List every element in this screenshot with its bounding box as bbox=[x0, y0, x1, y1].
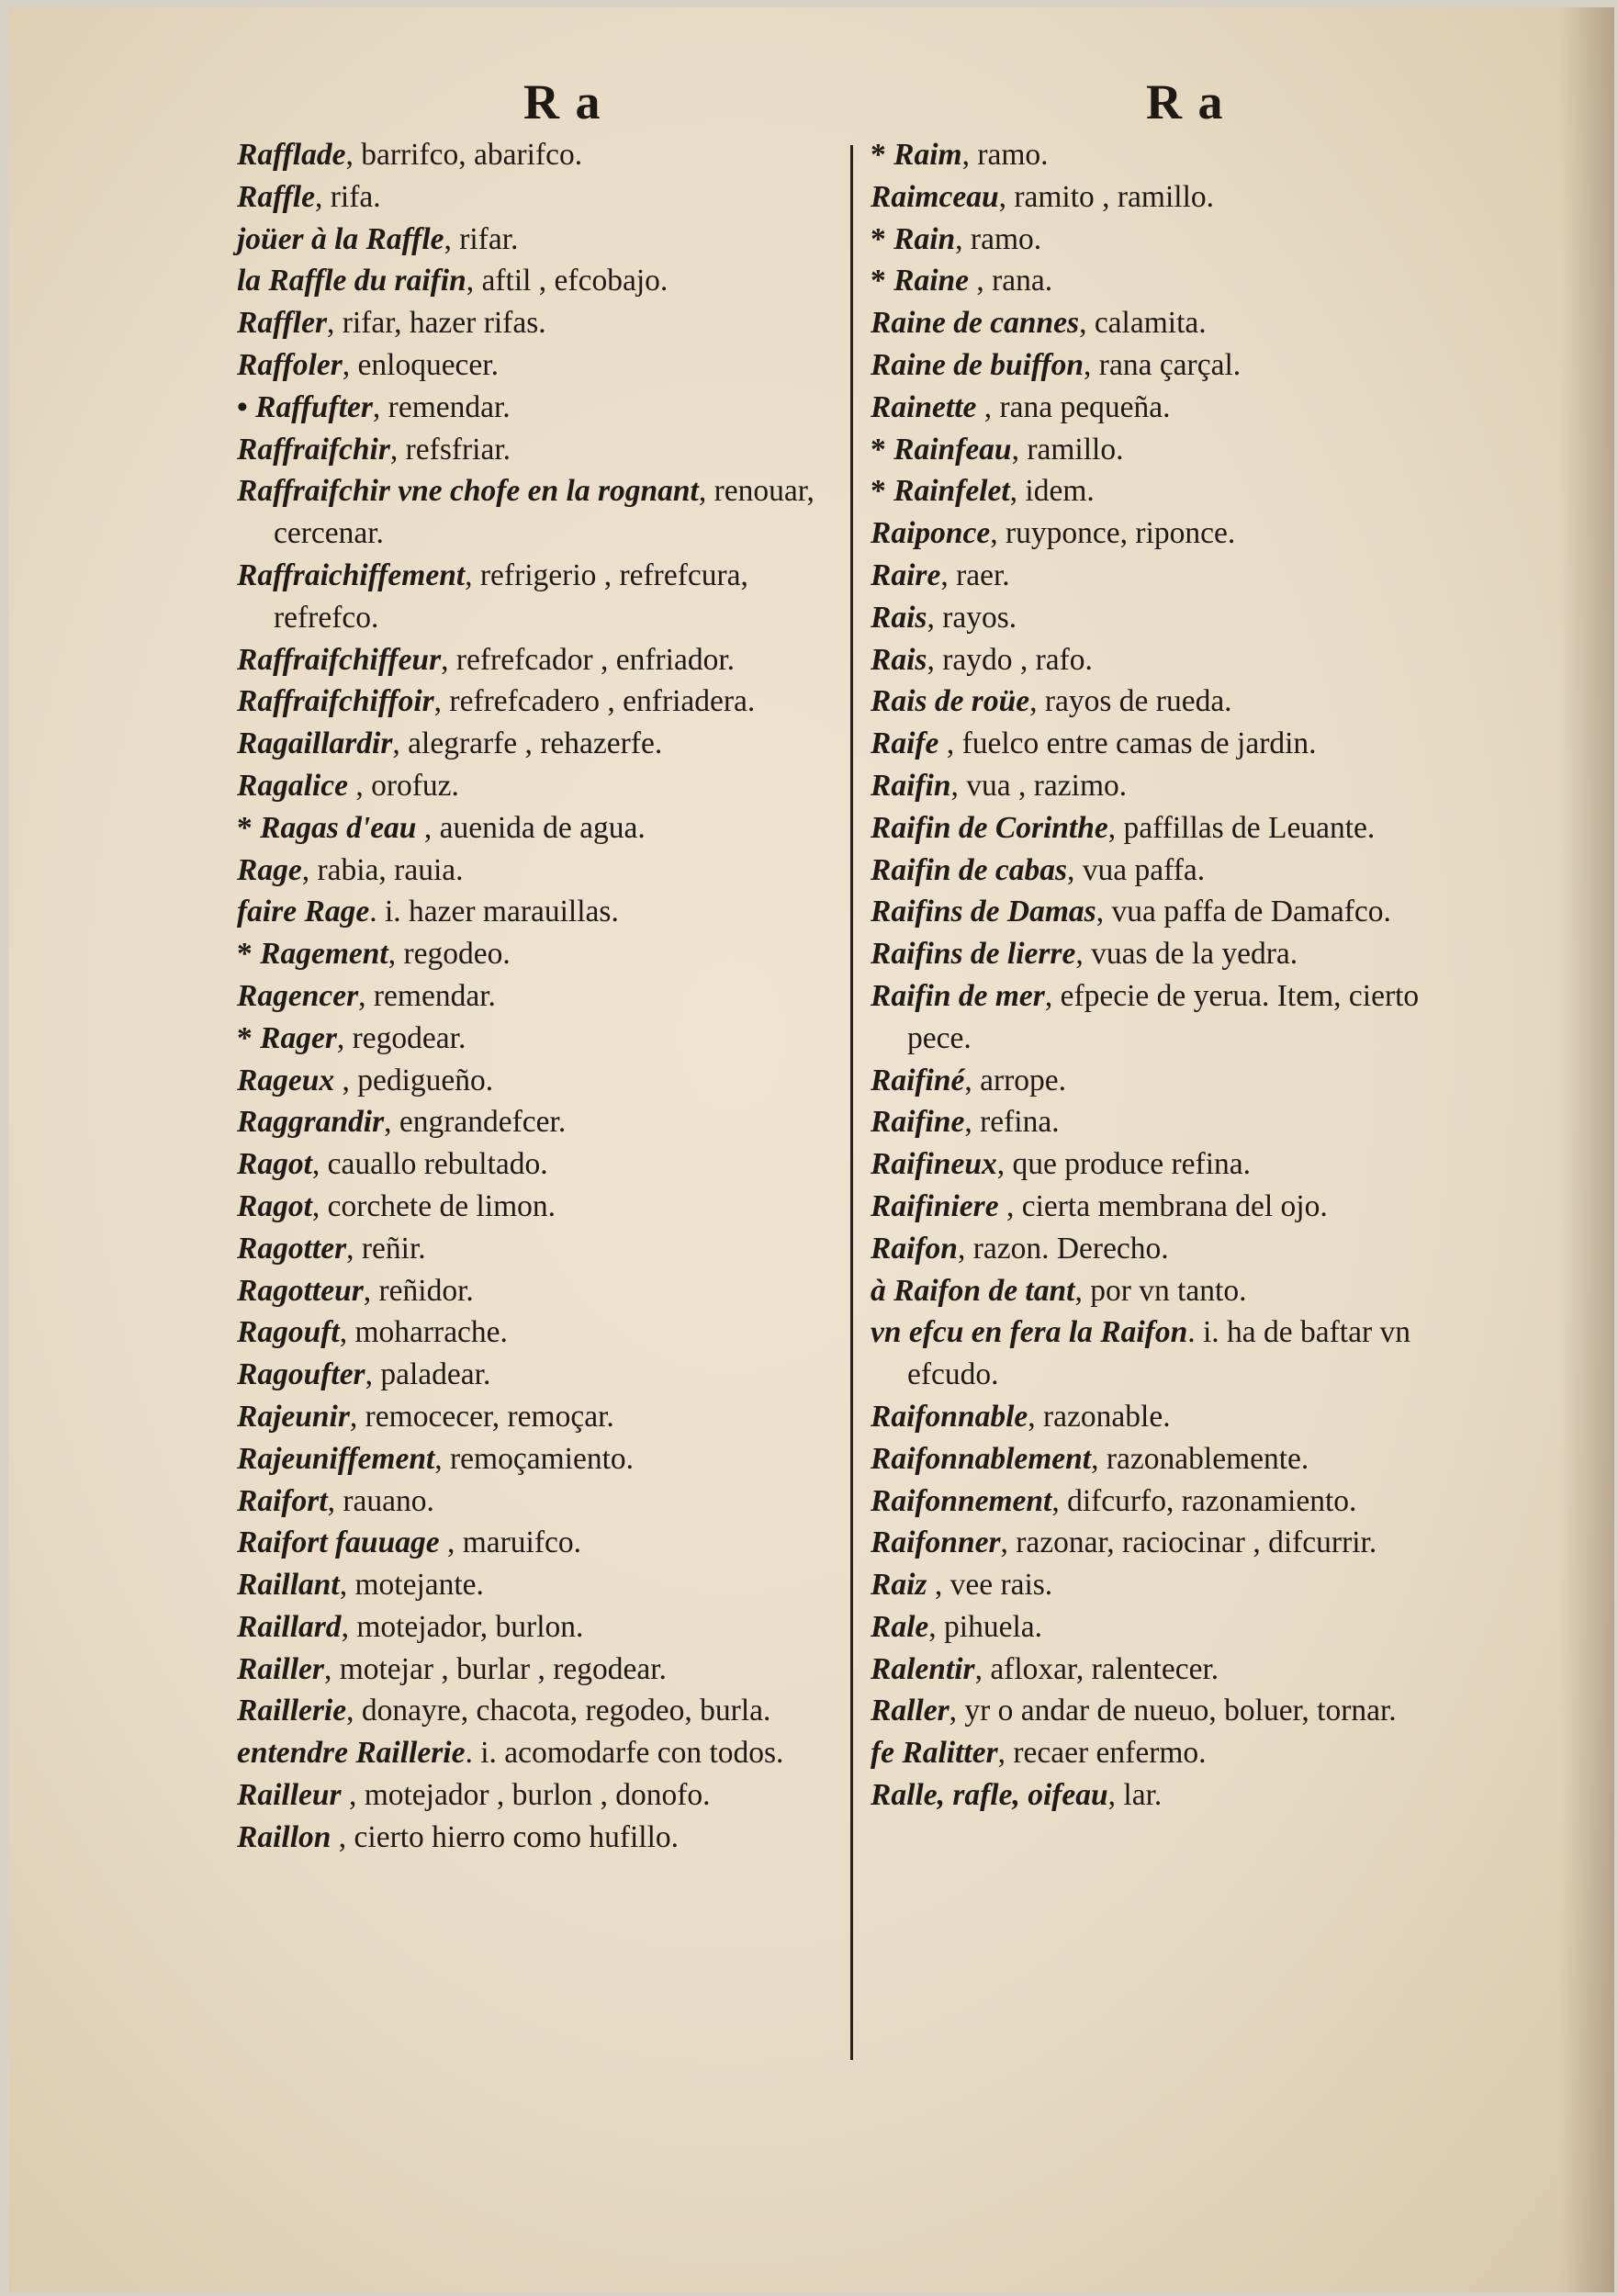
book-page bbox=[9, 7, 1614, 2292]
dictionary-entry bbox=[871, 429, 1490, 471]
entry-headword: Raffufter bbox=[255, 389, 373, 424]
entry-headword: fe Ralitter bbox=[871, 1736, 998, 1771]
entry-headword: Rain bbox=[893, 221, 956, 256]
entry-definition: , maruifco. bbox=[439, 1525, 581, 1560]
entry-definition: , raer. bbox=[940, 557, 1010, 592]
dictionary-entry bbox=[237, 176, 860, 219]
entry-headword: Railler bbox=[237, 1651, 324, 1686]
entry-headword: Raine de buiffon bbox=[871, 347, 1084, 382]
entry-definition: , razonable. bbox=[1028, 1399, 1171, 1434]
entry-headword: Raifineux bbox=[871, 1147, 997, 1182]
entry-definition: , vua paffa de Damafco. bbox=[1096, 895, 1391, 929]
dictionary-entry bbox=[237, 1564, 860, 1606]
entry-definition: , refrefcadero , enfriadera. bbox=[433, 684, 756, 719]
dictionary-entry bbox=[237, 302, 860, 344]
entry-definition: , calamita. bbox=[1079, 306, 1207, 341]
entry-headword: Raillerie bbox=[237, 1694, 347, 1728]
entry-definition: , vua paffa. bbox=[1067, 852, 1206, 887]
entry-definition: , barrifco, abarifco. bbox=[345, 138, 583, 172]
dictionary-entry bbox=[871, 1774, 1490, 1817]
entry-headword: Raller bbox=[871, 1694, 949, 1728]
entry-headword: Raifonner bbox=[871, 1525, 1001, 1560]
dictionary-entry bbox=[237, 765, 860, 807]
entry-definition: , rayos. bbox=[927, 600, 1017, 635]
entry-definition: , ramo. bbox=[961, 138, 1049, 172]
entry-definition: , refsfriar. bbox=[389, 432, 511, 467]
entry-mark: * bbox=[237, 810, 253, 845]
entry-definition: , ruyponce, riponce. bbox=[990, 516, 1236, 551]
dictionary-entry bbox=[237, 681, 860, 723]
entry-headword: Rajeunir bbox=[237, 1399, 350, 1434]
entry-headword: Ragouft bbox=[237, 1315, 340, 1350]
dictionary-entry bbox=[871, 1438, 1490, 1480]
entry-headword: Raifins de Damas bbox=[871, 895, 1096, 929]
dictionary-entry bbox=[237, 387, 860, 429]
entry-headword: Raffraifchir vne chofe en la rognant bbox=[237, 474, 699, 509]
dictionary-entry bbox=[237, 1817, 860, 1859]
entry-mark: * bbox=[237, 1020, 253, 1055]
entry-headword: Raffle bbox=[237, 179, 315, 214]
entry-headword: Raiz bbox=[871, 1568, 927, 1603]
entry-headword: Rager bbox=[260, 1020, 337, 1055]
dictionary-entry bbox=[871, 850, 1490, 892]
entry-definition: . i. hazer marauillas. bbox=[369, 895, 619, 929]
entry-definition: , vuas de la yedra. bbox=[1075, 937, 1298, 972]
entry-headword: Raifonnement bbox=[871, 1483, 1052, 1518]
entry-definition: , rauano. bbox=[327, 1483, 434, 1518]
dictionary-entry bbox=[871, 512, 1490, 555]
entry-definition: , donayre, chacota, regodeo, burla. bbox=[346, 1694, 771, 1728]
dictionary-entry bbox=[871, 260, 1490, 302]
entry-headword: Raifin de mer bbox=[871, 978, 1045, 1013]
entry-mark: * bbox=[871, 474, 886, 509]
entry-headword: Raffler bbox=[237, 306, 328, 341]
entry-headword: Raire bbox=[871, 557, 941, 592]
dictionary-entry bbox=[237, 555, 860, 639]
entry-headword: Rainfelet bbox=[893, 474, 1010, 509]
dictionary-entry bbox=[237, 1522, 860, 1564]
entry-mark: * bbox=[871, 138, 886, 172]
entry-mark: * bbox=[871, 432, 886, 467]
entry-headword: Ragot bbox=[237, 1188, 312, 1223]
entry-headword: Rajeuniffement bbox=[237, 1441, 435, 1476]
dictionary-entry bbox=[871, 134, 1490, 176]
dictionary-entry bbox=[237, 807, 860, 850]
entry-headword: Rafflade bbox=[237, 138, 346, 172]
dictionary-entry bbox=[237, 933, 860, 975]
entry-definition: , regodear. bbox=[336, 1020, 466, 1055]
entry-headword: Raimceau bbox=[871, 179, 999, 214]
dictionary-entry bbox=[237, 1396, 860, 1438]
dictionary-entry bbox=[871, 344, 1490, 387]
entry-headword: Ragotteur bbox=[237, 1273, 364, 1308]
entry-headword: Ragalice bbox=[237, 768, 348, 803]
entry-headword: Raifin bbox=[871, 768, 951, 803]
entry-headword: Raiponce bbox=[871, 516, 991, 551]
dictionary-entry bbox=[237, 1186, 860, 1228]
entry-definition: , motejante. bbox=[339, 1568, 484, 1603]
dictionary-entry bbox=[237, 1354, 860, 1396]
entry-definition: , rifa. bbox=[314, 179, 381, 214]
entry-definition: , aftil , efcobajo. bbox=[466, 264, 669, 298]
dictionary-entry bbox=[237, 134, 860, 176]
entry-definition: , motejar , burlar , regodear. bbox=[323, 1651, 667, 1686]
dictionary-entry bbox=[237, 1060, 860, 1102]
dictionary-entry bbox=[871, 387, 1490, 429]
entry-definition: , yr o andar de nueuo, boluer, tornar. bbox=[949, 1694, 1397, 1728]
entry-definition: , cierto hierro como hufillo. bbox=[331, 1819, 680, 1854]
entry-headword: Ragement bbox=[260, 937, 388, 972]
dictionary-entry bbox=[871, 302, 1490, 344]
entry-definition: , rifar. bbox=[444, 221, 519, 256]
entry-headword: Raifon bbox=[871, 1231, 958, 1266]
entry-mark: * bbox=[871, 264, 886, 298]
entry-definition: , que produce refina. bbox=[996, 1147, 1251, 1182]
entry-headword: Raillant bbox=[237, 1568, 340, 1603]
entry-headword: Raifiniere bbox=[871, 1188, 999, 1223]
entry-definition: , ramo. bbox=[955, 221, 1042, 256]
dictionary-entry bbox=[237, 1143, 860, 1186]
entry-headword: Raffraifchir bbox=[237, 432, 390, 467]
entry-definition: , reñir. bbox=[346, 1231, 426, 1266]
dictionary-entry bbox=[237, 975, 860, 1018]
dictionary-entry bbox=[237, 1606, 860, 1649]
entry-definition: , fuelco entre camas de jardin. bbox=[938, 726, 1317, 761]
entry-definition: , remocecer, remoçar. bbox=[349, 1399, 614, 1434]
dictionary-entry bbox=[237, 1270, 860, 1312]
entry-definition: , renouar, cercenar. bbox=[274, 474, 815, 551]
dictionary-entry bbox=[871, 1186, 1490, 1228]
entry-definition: , pedigueño. bbox=[334, 1063, 494, 1097]
dictionary-entry bbox=[871, 555, 1490, 597]
dictionary-entry bbox=[871, 723, 1490, 765]
entry-definition: , auenida de agua. bbox=[416, 810, 646, 845]
entry-headword: Raillard bbox=[237, 1609, 342, 1644]
entry-headword: Raggrandir bbox=[237, 1105, 385, 1140]
dictionary-entry bbox=[871, 1649, 1490, 1691]
entry-definition: , remendar. bbox=[372, 389, 511, 424]
entry-headword: Raifin de Corinthe bbox=[871, 810, 1108, 845]
dictionary-entry bbox=[237, 1690, 860, 1732]
entry-headword: Raifort bbox=[237, 1483, 328, 1518]
entry-mark: * bbox=[871, 221, 886, 256]
dictionary-entry bbox=[237, 639, 860, 681]
entry-definition: , paladear. bbox=[365, 1357, 491, 1392]
entry-definition: , lar. bbox=[1107, 1778, 1163, 1813]
entry-headword: Rageux bbox=[237, 1063, 335, 1097]
dictionary-entry bbox=[237, 850, 860, 892]
entry-definition: , razonar, raciocinar , difcurrir. bbox=[1000, 1525, 1377, 1560]
entry-definition: , vua , razimo. bbox=[950, 768, 1128, 803]
entry-definition: , motejador , burlon , donofo. bbox=[341, 1778, 711, 1813]
entry-headword: Ragot bbox=[237, 1147, 312, 1182]
entry-definition: , refrigerio , refrefcura, refrefco. bbox=[274, 557, 748, 635]
dictionary-entry bbox=[237, 1774, 860, 1817]
entry-mark: • bbox=[237, 389, 248, 424]
entry-definition: , moharrache. bbox=[339, 1315, 508, 1350]
running-header-left: R a bbox=[523, 74, 602, 129]
dictionary-entry bbox=[871, 219, 1490, 261]
dictionary-entry bbox=[871, 1228, 1490, 1270]
dictionary-entry bbox=[871, 975, 1490, 1060]
dictionary-entry bbox=[237, 344, 860, 387]
entry-definition: , cauallo rebultado. bbox=[311, 1147, 548, 1182]
entry-headword: Ragaillardir bbox=[237, 726, 393, 761]
column-divider bbox=[850, 145, 853, 2060]
dictionary-entry bbox=[237, 1732, 860, 1774]
entry-headword: Raffraifchiffeur bbox=[237, 642, 442, 677]
entry-headword: Raine de cannes bbox=[871, 306, 1080, 341]
entry-definition: , corchete de limon. bbox=[311, 1188, 556, 1223]
entry-headword: Railleur bbox=[237, 1778, 342, 1813]
entry-definition: , paffillas de Leuante. bbox=[1107, 810, 1376, 845]
dictionary-entry bbox=[871, 1606, 1490, 1649]
entry-headword: vn efcu en fera la Raifon bbox=[871, 1315, 1188, 1350]
entry-definition: , ramito , ramillo. bbox=[998, 179, 1215, 214]
dictionary-entry bbox=[237, 1649, 860, 1691]
dictionary-entry bbox=[237, 1101, 860, 1143]
dictionary-entry bbox=[871, 597, 1490, 639]
entry-definition: , regodeo. bbox=[388, 937, 511, 972]
entry-headword: Ragas d'eau bbox=[260, 810, 417, 845]
entry-definition: , rayos de rueda. bbox=[1029, 684, 1232, 719]
entry-definition: . i. ha de baftar vn efcudo. bbox=[907, 1315, 1410, 1392]
entry-definition: , rabia, rauia. bbox=[301, 852, 464, 887]
entry-headword: Ragotter bbox=[237, 1231, 347, 1266]
dictionary-entry bbox=[237, 260, 860, 302]
entry-definition: , por vn tanto. bbox=[1074, 1273, 1247, 1308]
entry-headword: Raim bbox=[893, 138, 962, 172]
entry-headword: Ragoufter bbox=[237, 1357, 365, 1392]
dictionary-entry bbox=[237, 891, 860, 933]
dictionary-entry bbox=[237, 1228, 860, 1270]
entry-headword: Rainette bbox=[871, 389, 977, 424]
dictionary-entry bbox=[871, 1396, 1490, 1438]
entry-headword: Rais bbox=[871, 642, 927, 677]
dictionary-entry bbox=[871, 807, 1490, 850]
entry-definition: , vee rais. bbox=[927, 1568, 1053, 1603]
entry-definition: , pihuela. bbox=[928, 1609, 1043, 1644]
entry-headword: Raffraichiffement bbox=[237, 557, 466, 592]
dictionary-entry bbox=[237, 1018, 860, 1060]
right-column bbox=[871, 134, 1490, 1817]
entry-definition: , rana çarçal. bbox=[1084, 347, 1242, 382]
dictionary-entry bbox=[871, 1690, 1490, 1732]
entry-definition: , refina. bbox=[964, 1105, 1060, 1140]
dictionary-entry bbox=[237, 723, 860, 765]
dictionary-entry bbox=[871, 1732, 1490, 1774]
dictionary-entry bbox=[871, 1311, 1490, 1396]
entry-definition: , arrope. bbox=[964, 1063, 1067, 1097]
entry-headword: Ragencer bbox=[237, 978, 359, 1013]
entry-definition: , remoçamiento. bbox=[434, 1441, 635, 1476]
entry-headword: Raifonnable bbox=[871, 1399, 1028, 1434]
dictionary-entry bbox=[237, 219, 860, 261]
left-column bbox=[237, 134, 860, 1859]
dictionary-entry bbox=[871, 1270, 1490, 1312]
entry-definition: . i. acomodarfe con todos. bbox=[465, 1736, 784, 1771]
dictionary-entry bbox=[871, 765, 1490, 807]
entry-headword: Rais de roüe bbox=[871, 684, 1030, 719]
entry-definition: , orofuz. bbox=[347, 768, 459, 803]
dictionary-entry bbox=[237, 1438, 860, 1480]
entry-definition: , recaer enfermo. bbox=[997, 1736, 1207, 1771]
entry-mark: * bbox=[237, 937, 253, 972]
binding-shadow bbox=[1559, 7, 1614, 2292]
dictionary-entry bbox=[237, 1311, 860, 1354]
entry-headword: Raffraifchiffoir bbox=[237, 684, 434, 719]
entry-headword: Ralentir bbox=[871, 1651, 975, 1686]
entry-headword: Raifine bbox=[871, 1105, 965, 1140]
dictionary-entry bbox=[871, 470, 1490, 512]
entry-definition: , refrefcador , enfriador. bbox=[441, 642, 736, 677]
entry-definition: , enloquecer. bbox=[342, 347, 499, 382]
dictionary-entry bbox=[871, 176, 1490, 219]
entry-definition: , razon. Derecho. bbox=[957, 1231, 1169, 1266]
entry-definition: , afloxar, ralentecer. bbox=[974, 1651, 1219, 1686]
running-header-right: R a bbox=[1146, 74, 1225, 129]
entry-definition: , engrandefcer. bbox=[384, 1105, 567, 1140]
entry-definition: , difcurfo, razonamiento. bbox=[1051, 1483, 1357, 1518]
dictionary-entry bbox=[871, 639, 1490, 681]
entry-definition: , cierta membrana del ojo. bbox=[998, 1188, 1328, 1223]
entry-headword: Raffoler bbox=[237, 347, 343, 382]
dictionary-entry bbox=[871, 891, 1490, 933]
entry-headword: Raillon bbox=[237, 1819, 331, 1854]
entry-definition: , rana pequeña. bbox=[976, 389, 1171, 424]
entry-headword: faire Rage bbox=[237, 895, 370, 929]
dictionary-entry bbox=[871, 1143, 1490, 1186]
entry-definition: , remendar. bbox=[358, 978, 496, 1013]
entry-headword: Rage bbox=[237, 852, 302, 887]
dictionary-entry bbox=[871, 1480, 1490, 1523]
entry-definition: , alegrarfe , rehazerfe. bbox=[392, 726, 663, 761]
dictionary-entry bbox=[871, 1101, 1490, 1143]
dictionary-entry bbox=[871, 1564, 1490, 1606]
entry-definition: , ramillo. bbox=[1011, 432, 1124, 467]
entry-definition: , idem. bbox=[1009, 474, 1095, 509]
entry-headword: la Raffle du raifin bbox=[237, 264, 466, 298]
entry-headword: Rale bbox=[871, 1609, 929, 1644]
entry-headword: Raifins de lierre bbox=[871, 937, 1076, 972]
dictionary-entry bbox=[237, 470, 860, 555]
entry-headword: Raifiné bbox=[871, 1063, 965, 1097]
entry-definition: , rifar, hazer rifas. bbox=[327, 306, 546, 341]
dictionary-entry bbox=[237, 1480, 860, 1523]
dictionary-entry bbox=[237, 429, 860, 471]
entry-definition: , reñidor. bbox=[363, 1273, 474, 1308]
entry-definition: , razonablemente. bbox=[1091, 1441, 1309, 1476]
entry-headword: entendre Raillerie bbox=[237, 1736, 466, 1771]
entry-headword: à Raifon de tant bbox=[871, 1273, 1075, 1308]
entry-headword: Rais bbox=[871, 600, 927, 635]
entry-headword: Rainfeau bbox=[893, 432, 1012, 467]
entry-definition: , efpecie de yerua. Item, cierto pece. bbox=[907, 978, 1420, 1055]
entry-headword: Raife bbox=[871, 726, 939, 761]
dictionary-entry bbox=[871, 1060, 1490, 1102]
entry-definition: , motejador, burlon. bbox=[341, 1609, 584, 1644]
dictionary-entry bbox=[871, 681, 1490, 723]
entry-definition: , rana. bbox=[969, 264, 1053, 298]
entry-headword: joüer à la Raffle bbox=[237, 221, 444, 256]
dictionary-entry bbox=[871, 933, 1490, 975]
entry-definition: , raydo , rafo. bbox=[927, 642, 1093, 677]
entry-headword: Raifort fauuage bbox=[237, 1525, 440, 1560]
entry-headword: Raifin de cabas bbox=[871, 852, 1068, 887]
entry-headword: Raine bbox=[893, 264, 970, 298]
dictionary-entry bbox=[871, 1522, 1490, 1564]
entry-headword: Raifonnablement bbox=[871, 1441, 1092, 1476]
entry-headword: Ralle, rafle, oifeau bbox=[871, 1778, 1108, 1813]
